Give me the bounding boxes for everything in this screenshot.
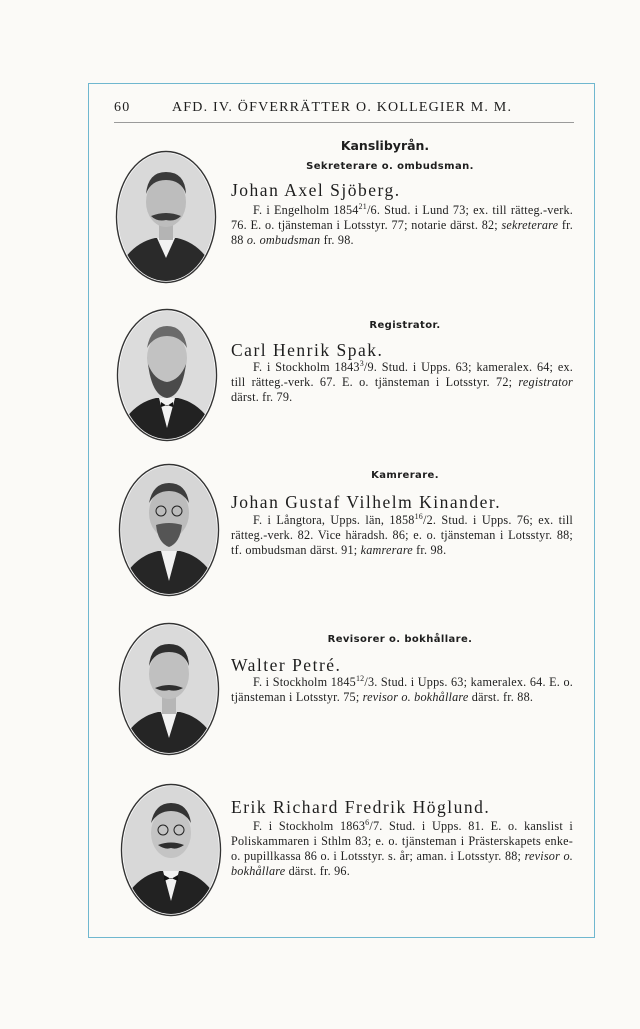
role-label: Revisorer o. bokhållare. [327, 634, 473, 645]
portrait-photo [116, 308, 218, 442]
portrait-photo [118, 463, 220, 597]
role-label: Kamrerare. [371, 470, 439, 481]
running-header [114, 100, 574, 116]
person-name: Carl Henrik Spak. [231, 340, 384, 360]
role-label: Registrator. [369, 320, 441, 331]
running-title: AFD. IV. ÖFVERRÄTTER O. KOLLEGIER M. M. [172, 100, 513, 115]
person-name: Johan Gustaf Vilhelm Kinander. [231, 492, 502, 512]
person-name: Walter Petré. [231, 655, 342, 675]
person-bio: F. i Engelholm 1854$^{21}$/6. Stud. i Lund 73; ex. till rätteg.-verk. 76. E. o. tjänsteman i Lotsstyr. 77; notarie därst. 82; sekreterare fr. 88 o. ombudsman fr. 98. [231, 201, 573, 247]
page-number: 60 [114, 100, 131, 115]
person-bio: F. i Stockholm 1845$^{12}$/3. Stud. i Upps. 63; kameralex. 64. E. o. tjänsteman i Lotsstyr. 75; revisor o. bokhållare därst. fr. 88. [231, 673, 573, 704]
portrait-photo [115, 150, 217, 284]
person-bio: F. i Långtora, Upps. län, 1858$^{16}$/2. Stud. i Upps. 76; ex. till rätteg.-verk. 82. Vice häradsh. 86; e. o. tjänsteman i Lotsstyr. 88; tf. ombudsman därst. 91; kamrerare fr. 98. [231, 511, 573, 557]
person-name: Erik Richard Fredrik Höglund. [231, 797, 491, 817]
section-title: Kanslibyrån. [340, 138, 430, 153]
person-name: Johan Axel Sjöberg. [231, 180, 401, 200]
portrait-photo [118, 622, 220, 756]
header-rule [114, 122, 574, 123]
portrait-photo [120, 783, 222, 917]
person-bio: F. i Stockholm 1843$^3$/9. Stud. i Upps. 63; kameralex. 64; ex. till rätteg.-verk. 67. E. o. tjänsteman i Lotsstyr. 72; registrator därst. fr. 79. [231, 358, 573, 404]
role-label: Sekreterare o. ombudsman. [306, 161, 474, 172]
person-bio: F. i Stockholm 1863$^6$/7. Stud. i Upps. 81. E. o. kanslist i Poliskammaren i Sthlm 83; e. o. tjänsteman i Prästerskapets enke- o. pupillkassa 86 o. i Lotsstyr. s. år; aman. i Lotsstyr. 88; revisor o. bokhållare därst. fr. 96. [231, 817, 574, 878]
